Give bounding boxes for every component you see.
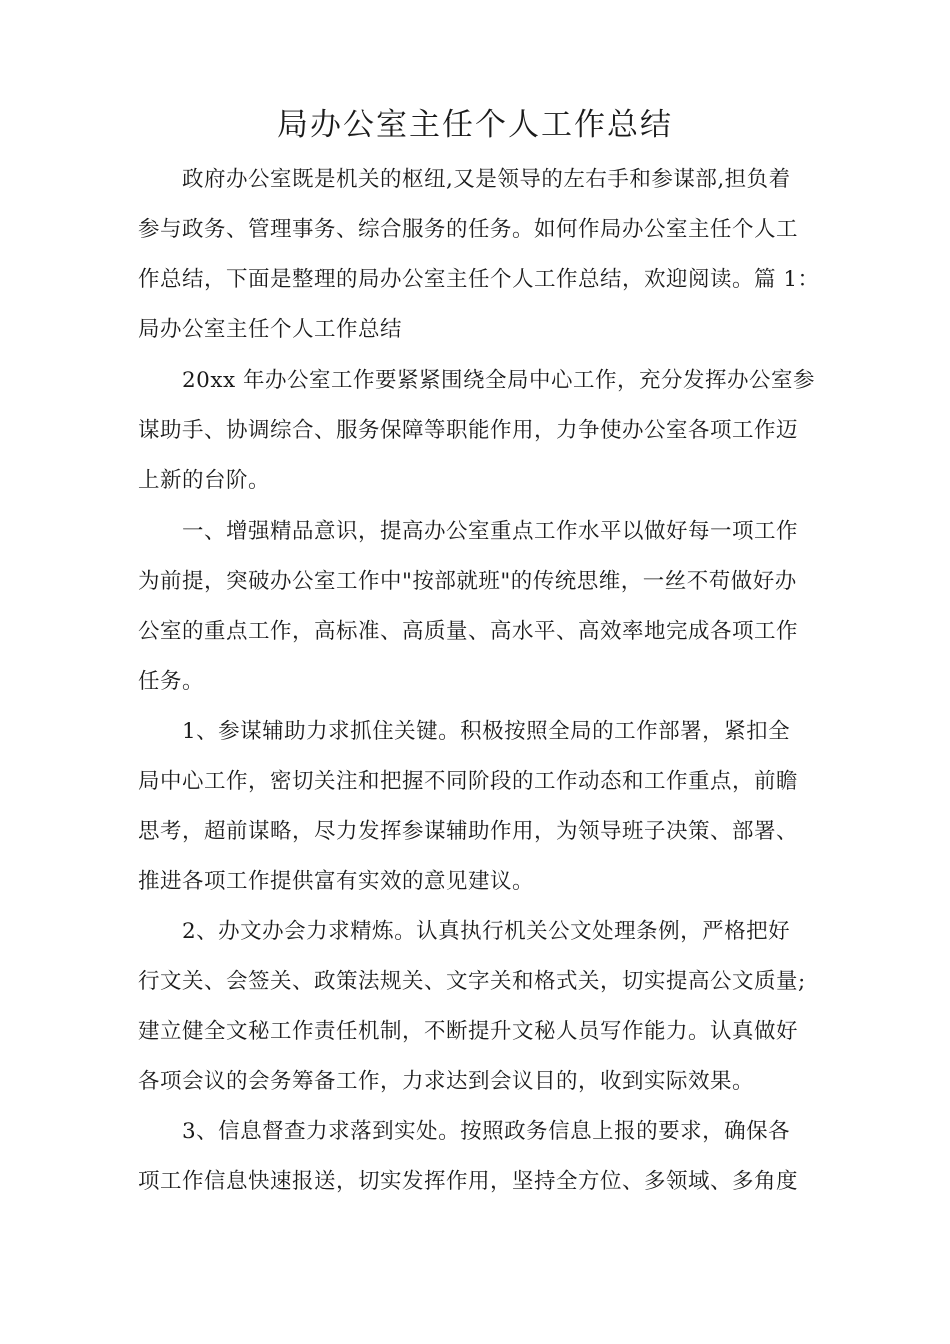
paragraph-line: 政府办公室既是机关的枢纽,又是领导的左右手和参谋部,担负着 — [182, 167, 791, 192]
paragraph-line: 推进各项工作提供富有实效的意见建议。 — [138, 869, 535, 894]
paragraph-line: 思考，超前谋略，尽力发挥参谋辅助作用，为领导班子决策、部署、 — [138, 819, 799, 844]
paragraph-line: 20xx 年办公室工作要紧紧围绕全局中心工作，充分发挥办公室参 — [182, 368, 815, 393]
paragraph-line: 各项会议的会务筹备工作，力求达到会议目的，收到实际效果。 — [138, 1069, 755, 1094]
paragraph-line: 作总结，下面是整理的局办公室主任个人工作总结，欢迎阅读。篇 1： — [138, 267, 820, 292]
paragraph-line: 局办公室主任个人工作总结 — [138, 317, 403, 342]
paragraph-line: 为前提，突破办公室工作中"按部就班"的传统思维，一丝不苟做好办 — [138, 569, 797, 594]
paragraph-line: 行文关、会签关、政策法规关、文字关和格式关，切实提高公文质量; — [138, 969, 806, 994]
paragraph-line: 任务。 — [138, 669, 205, 694]
paragraph-line: 1、参谋辅助力求抓住关键。积极按照全局的工作部署，紧扣全 — [182, 719, 791, 744]
paragraph-line: 局中心工作，密切关注和把握不同阶段的工作动态和工作重点，前瞻 — [138, 769, 799, 794]
paragraph-line: 参与政务、管理事务、综合服务的任务。如何作局办公室主任个人工 — [138, 217, 799, 242]
paragraph-line: 建立健全文秘工作责任机制，不断提升文秘人员写作能力。认真做好 — [138, 1019, 799, 1044]
paragraph-line: 一、增强精品意识，提高办公室重点工作水平以做好每一项工作 — [182, 519, 799, 544]
paragraph-line: 项工作信息快速报送，切实发挥作用，坚持全方位、多领域、多角度 — [138, 1169, 799, 1194]
paragraph-line: 上新的台阶。 — [138, 468, 271, 493]
document-title: 局办公室主任个人工作总结 — [277, 107, 673, 143]
paragraph-line: 公室的重点工作，高标准、高质量、高水平、高效率地完成各项工作 — [138, 619, 799, 644]
paragraph-line: 2、办文办会力求精炼。认真执行机关公文处理条例，严格把好 — [182, 919, 791, 944]
paragraph-line: 谋助手、协调综合、服务保障等职能作用，力争使办公室各项工作迈 — [138, 418, 799, 443]
paragraph-line: 3、信息督查力求落到实处。按照政务信息上报的要求，确保各 — [182, 1119, 791, 1144]
